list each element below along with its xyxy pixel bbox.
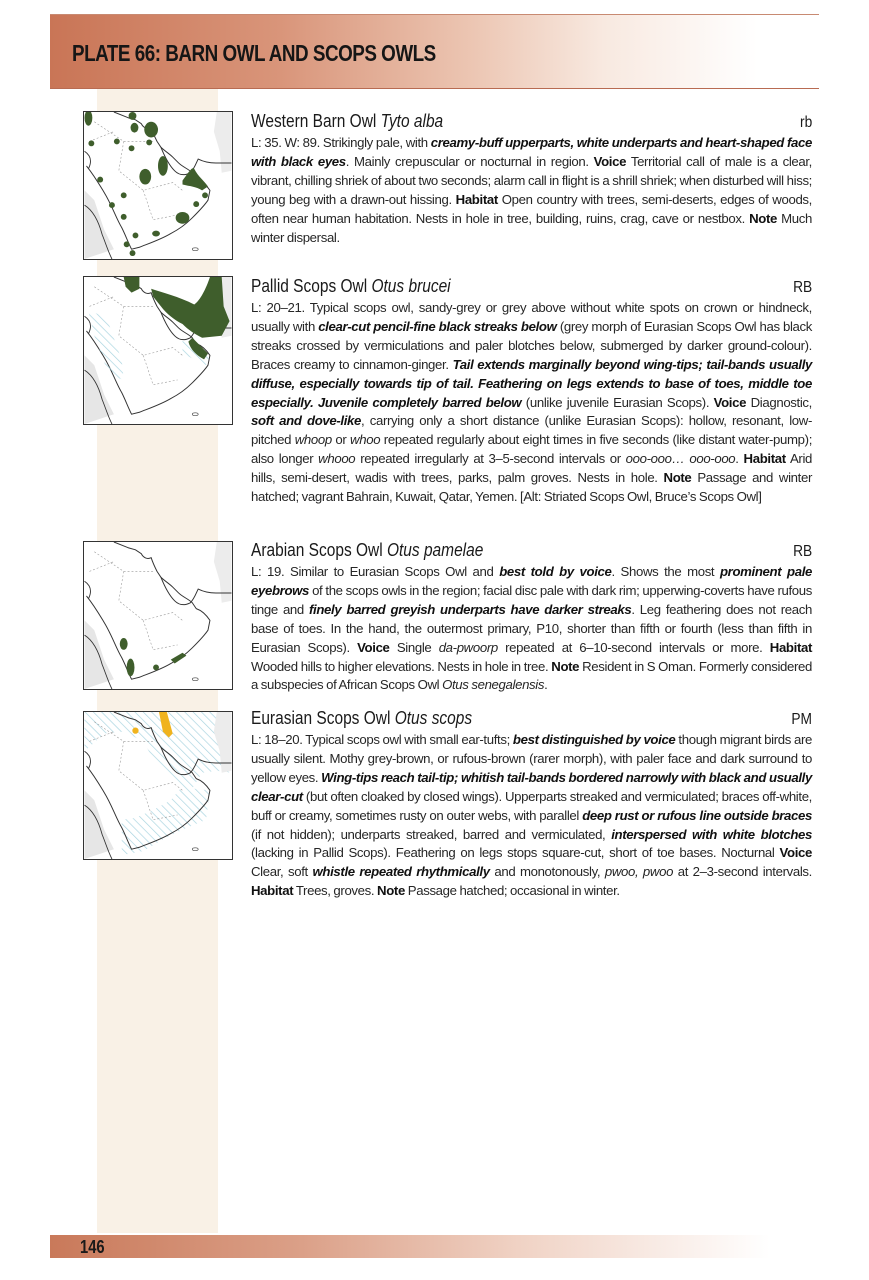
description-text: best distinguished by voice	[512, 732, 676, 747]
description-text: interspersed with white blotches	[611, 826, 812, 842]
species-entry	[251, 539, 812, 695]
description-text: . Mainly crepuscular or nocturnal in region.	[345, 153, 594, 169]
field-label: Voice	[593, 153, 627, 169]
description-text: (lacking in Pallid Scops). Feathering on legs stops square-cut, short of toe bases. Nocturnal	[251, 845, 780, 861]
status-code: PM	[791, 711, 812, 728]
description-text: Clear, soft	[251, 864, 313, 880]
description-text: (unlike juvenile Eurasian Scops).	[521, 394, 714, 410]
description-text: repeated irregularly at 3–5-second intervals or	[355, 451, 626, 467]
description-text: Open country with trees, semi-deserts, edges of woods, often near human habitation. Nests in hole in tree, building, ruins, crag, cave or nestbox.	[251, 191, 812, 226]
description-text: at 2–3-second intervals.	[673, 864, 812, 880]
field-label: Note	[377, 883, 405, 899]
species-name: Western Barn Owl Tyto alba	[251, 111, 444, 131]
species-name: Eurasian Scops Owl Otus scops	[251, 708, 473, 728]
description-text: though migrant birds are usually silent. Mothy grey-brown, or rufous-brown (rarer morph), with paler face and dark surround to yellow eyes.	[251, 732, 812, 785]
description-text: (grey morph of Eurasian Scops Owl has black streaks crossed by vermiculations and paler blotches below, submerged by darker ground-colour). Braces creamy to cinnamon-ginger.	[251, 318, 813, 372]
description-text: repeated at 6–10-second intervals or more.	[497, 639, 770, 655]
description-text: Arid hills, semi-desert, wadis with trees, parks, palm groves. Nests in hole.	[251, 451, 813, 486]
description-text: Wing-tips reach tail-tip; whitish tail-bands bordered narrowly with black and usually clear-cut	[251, 769, 812, 804]
description-text: best told by voice	[499, 564, 612, 579]
range-map-eurasian-scops-owl	[83, 711, 233, 860]
description-text: Resident in S Oman. Formerly considered a subspecies of African Scops Owl	[251, 658, 813, 693]
status-code: RB	[792, 279, 812, 296]
description-text: , carrying only a short distance (unlike Eurasian Scops): hollow, resonant, low-pitched	[251, 413, 812, 448]
description-text: Trees, groves.	[293, 883, 378, 899]
range-resident-areas	[124, 277, 230, 359]
description-text: Wooded hills to higher elevations. Nests in hole in tree.	[251, 658, 552, 674]
description-text: or	[331, 432, 351, 448]
range-map-arabian-scops-owl	[83, 541, 233, 690]
description-text: prominent pale eyebrows	[251, 564, 812, 598]
description-text: Otus senegalensis	[442, 677, 545, 693]
species-name: Pallid Scops Owl Otus brucei	[251, 276, 451, 296]
description-text: finely barred greyish underparts have darker streaks	[309, 601, 632, 617]
field-label: Note	[663, 470, 692, 486]
description-text: . Leg feathering does not reach base of toes. In the hand, the outermost primary, P10, shorter than fifth or fourth (less than fifth in Eurasian Scops).	[251, 601, 812, 655]
field-label: Voice	[357, 639, 390, 655]
description-text: Single	[389, 639, 439, 655]
description-text: Passage and winter hatched; vagrant Bahrain, Kuwait, Qatar, Yemen. [Alt: Striated Scops Owl, Bruce’s Scops Owl]	[251, 470, 812, 505]
field-label: Note	[749, 210, 777, 226]
description-text: .	[735, 451, 744, 467]
page-number: 146	[80, 1237, 105, 1257]
species-name: Arabian Scops Owl Otus pamelae	[251, 540, 484, 560]
species-description	[251, 134, 812, 247]
description-text: Territorial call of male is a clear, vibrant, chilling shriek of about two seconds; alarm call in flight is a shrill shriek; when disturbed will hiss; young beg with a drawn-out hissing.	[251, 153, 812, 207]
status-code: rb	[799, 114, 812, 131]
description-text: ooo-ooo… ooo-ooo	[625, 451, 736, 467]
description-text: creamy-buff upperparts, white underparts and heart-shaped face with black eyes	[251, 135, 812, 169]
range-map-western-barn-owl	[83, 111, 233, 260]
field-label: Habitat	[769, 639, 813, 655]
description-text: pwoo, pwoo	[604, 864, 674, 880]
species-entry	[251, 707, 812, 901]
species-entry	[251, 275, 812, 507]
description-text: clear-cut pencil-fine black streaks below	[318, 318, 557, 334]
range-passage-area	[85, 712, 232, 855]
description-text: L: 20–21. Typical scops owl, sandy-grey or grey above without white spots on crown or hindneck, usually with	[251, 300, 812, 334]
description-text: (but often cloaked by closed wings). Upperparts streaked and vermiculated; braces off-white, buff or creamy, sometimes rusty on outer webs, with parallel	[251, 788, 812, 823]
species-description	[251, 731, 812, 901]
field-label: Habitat	[455, 191, 498, 207]
description-text: Diagnostic,	[746, 394, 812, 410]
description-text: whoo	[350, 432, 381, 448]
page-footer	[50, 1235, 770, 1258]
description-text: (if not hidden); underparts streaked, barred and vermiculated,	[251, 826, 612, 842]
plate-title: PLATE 66: BARN OWL AND SCOPS OWLS	[72, 40, 436, 66]
range-resident-areas	[120, 638, 187, 676]
description-text: Much winter dispersal.	[251, 210, 812, 245]
description-text: .	[544, 677, 548, 693]
description-text: L: 19. Similar to Eurasian Scops Owl and	[251, 564, 500, 579]
field-label: Voice	[713, 394, 747, 410]
field-label: Note	[551, 658, 580, 674]
species-entry	[251, 110, 812, 247]
description-text: of the scops owls in the region; facial disc pale with dark rim; upperwing-coverts have rufous tinge and	[251, 582, 812, 617]
description-text: . Shows the most	[611, 564, 720, 579]
description-text: repeated regularly about eight times in five seconds (like distant water-pump); also longer	[251, 432, 813, 467]
description-text: Passage hatched; occasional in winter.	[404, 883, 620, 899]
field-label: Habitat	[743, 451, 786, 467]
species-description	[251, 563, 812, 695]
description-text: deep rust or rufous line outside braces	[582, 807, 812, 823]
status-code: RB	[792, 543, 812, 560]
description-text: da-pwoorp	[438, 639, 498, 655]
range-map-pallid-scops-owl	[83, 276, 233, 425]
description-text: whoop	[294, 432, 332, 448]
field-label: Voice	[779, 845, 812, 861]
description-text: whooo	[318, 451, 356, 467]
description-text: and monotonously,	[489, 864, 605, 880]
description-text: L: 35. W: 89. Strikingly pale, with	[251, 135, 431, 150]
plate-header	[50, 14, 819, 89]
field-label: Habitat	[251, 883, 294, 899]
description-text: soft and dove-like	[251, 413, 362, 429]
species-description	[251, 299, 812, 507]
description-text: Tail extends marginally beyond wing-tips; tail-bands usually diffuse, especially towards tip of tail. Feathering on legs extends to base of toes, middle toe especially. Juvenile completely barred below	[251, 356, 812, 410]
description-text: whistle repeated rhythmically	[312, 864, 490, 880]
description-text: L: 18–20. Typical scops owl with small ear-tufts;	[251, 732, 513, 747]
